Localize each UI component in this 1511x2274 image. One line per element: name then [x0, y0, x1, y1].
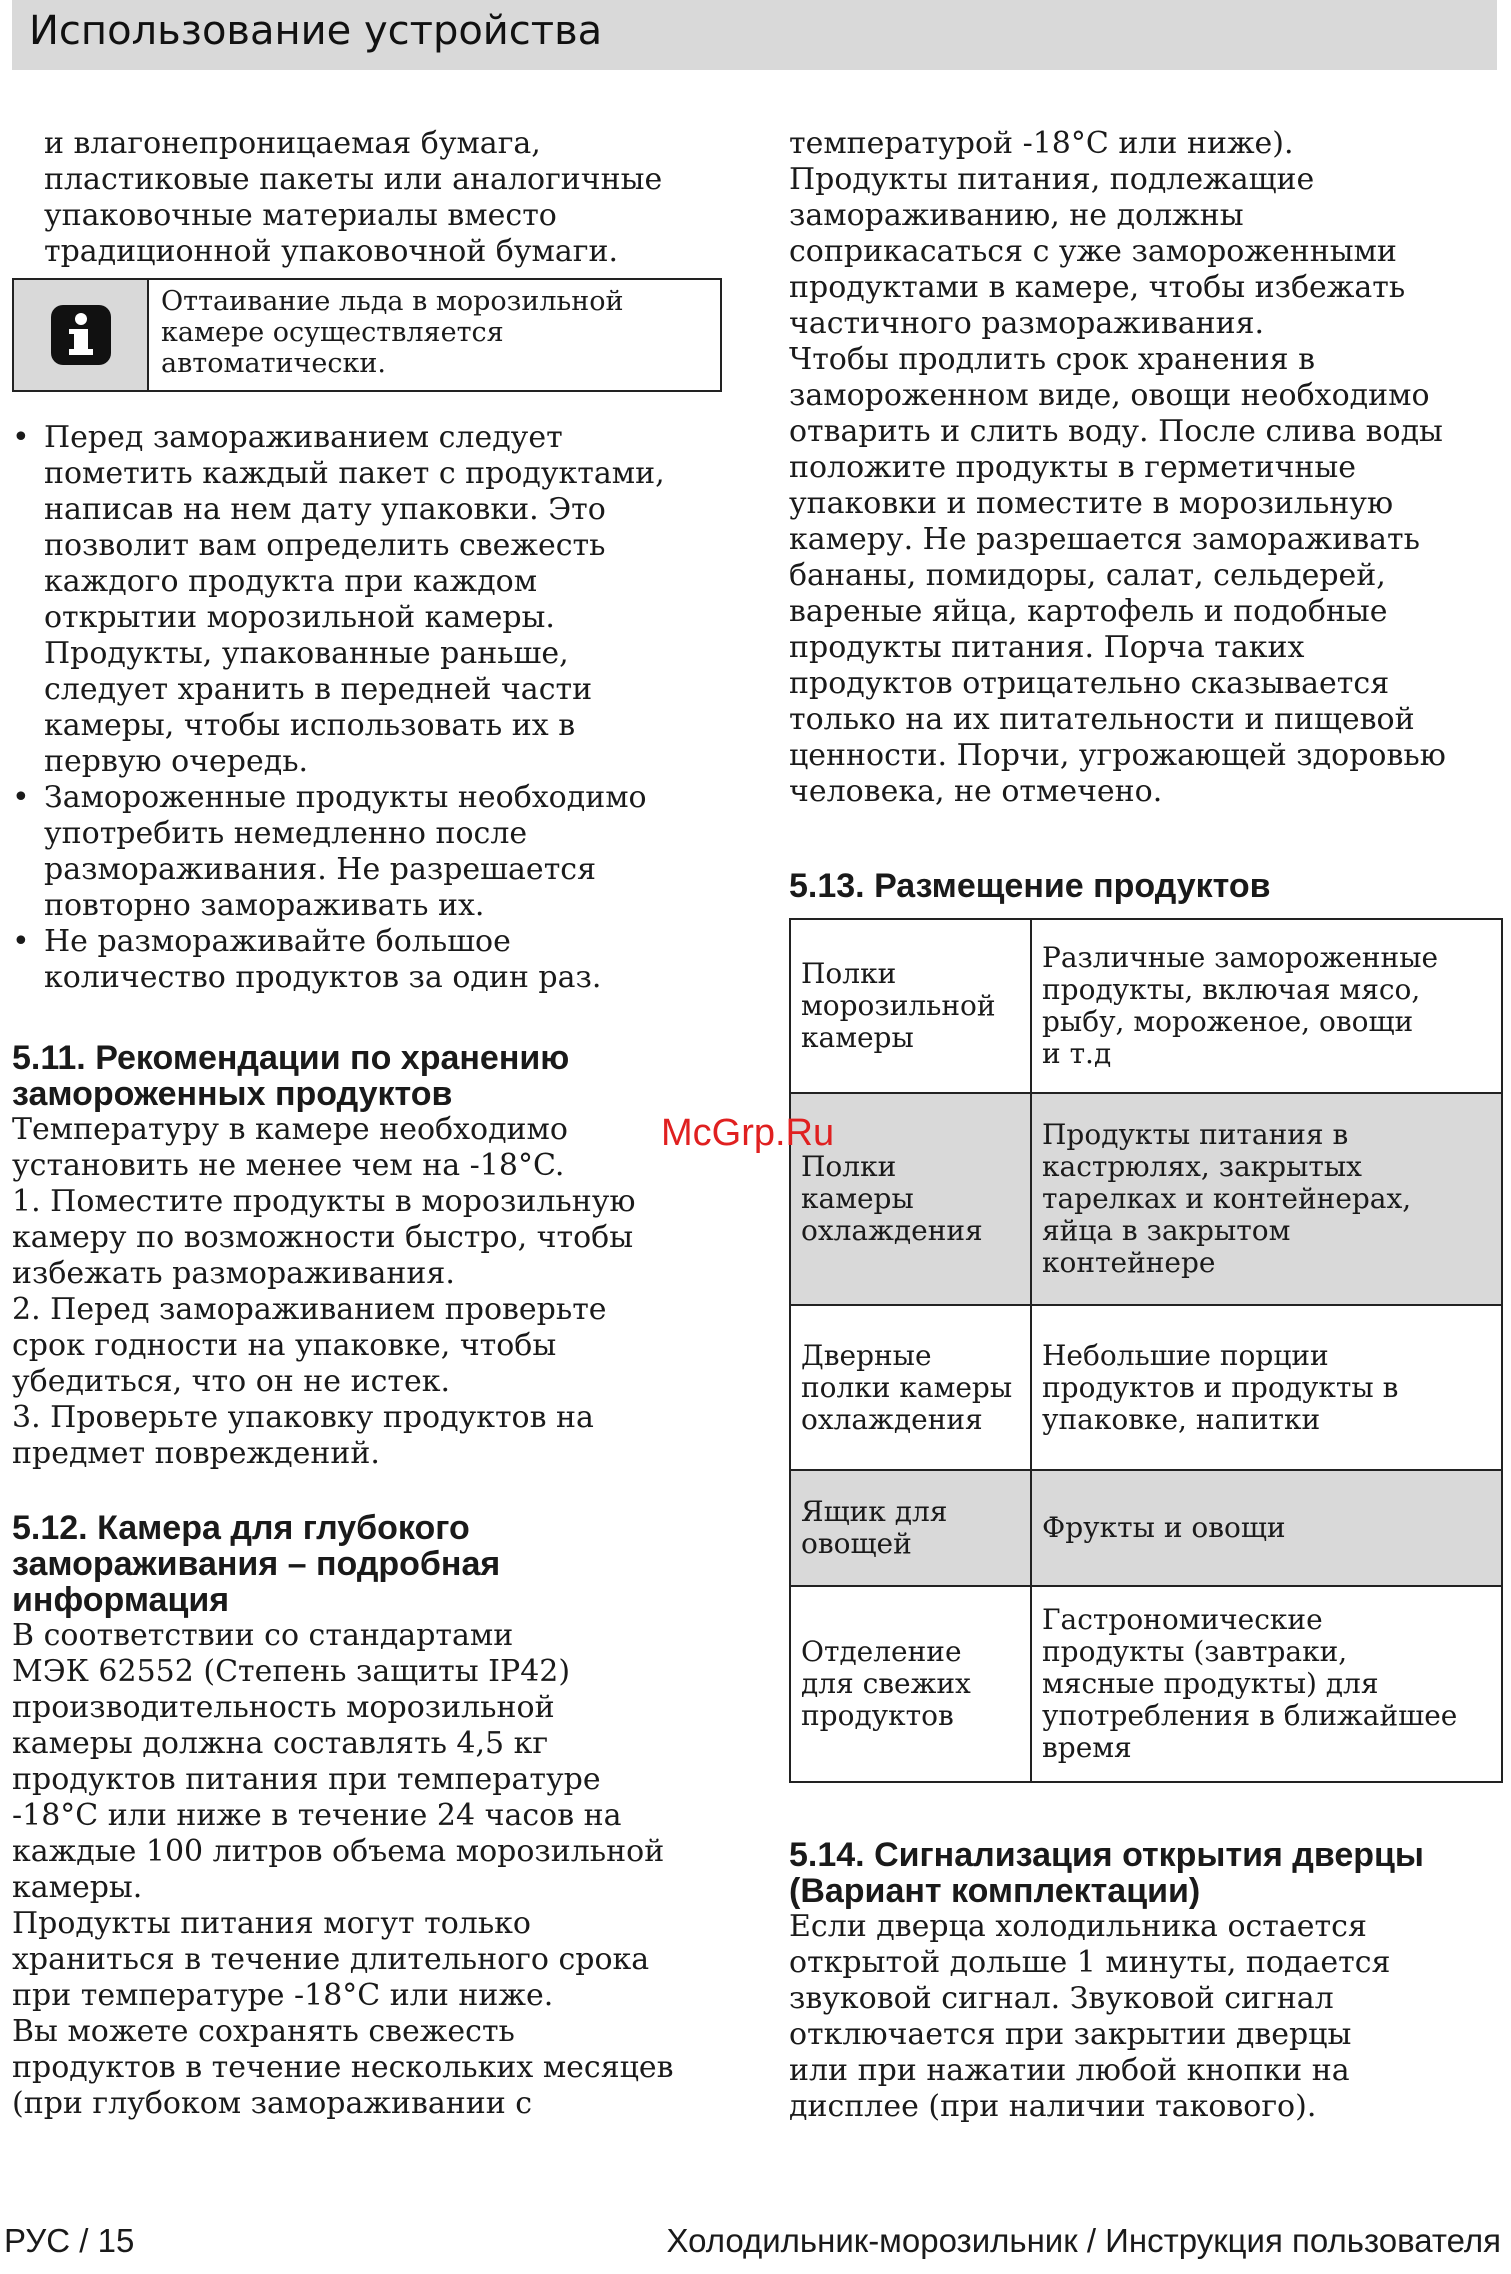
text-line: вареные яйца, картофель и подобные — [789, 594, 1388, 629]
text-line: 1. Поместите продукты в морозильную — [12, 1184, 636, 1219]
table-cell-place: Отделение для свежих продуктов — [790, 1586, 1031, 1782]
text-line: камеры, чтобы использовать их в — [44, 708, 576, 743]
footer-doc-title: Холодильник-морозильник / Инструкция пользователя — [666, 2222, 1501, 2259]
text-line: частичного размораживания. — [789, 306, 1265, 341]
text-line: первую очередь. — [44, 744, 309, 779]
text-line: камеру по возможности быстро, чтобы — [12, 1220, 634, 1255]
section-5-14-body — [789, 1909, 1503, 2125]
table-cell-items: Продукты питания в кастрюлях, закрытых тарелках и контейнерах, яйца в закрытом контейнере — [1031, 1093, 1502, 1305]
text-line: Продукты питания, подлежащие — [789, 162, 1315, 197]
continued-paragraph — [789, 126, 1503, 810]
text-line: Если дверца холодильника остается — [789, 1909, 1367, 1944]
heading-line: 5.11. Рекомендации по хранению — [12, 1039, 570, 1077]
table-cell-items: Гастрономические продукты (завтраки, мясные продукты) для употребления в ближайшее время — [1031, 1586, 1502, 1782]
text-line: камеры должна составлять 4,5 кг — [12, 1726, 549, 1761]
heading-line: (Вариант комплектации) — [789, 1872, 1201, 1910]
text-line: пластиковые пакеты или аналогичные — [44, 162, 663, 197]
text-line: -18°C или ниже в течение 24 часов на — [12, 1798, 622, 1833]
text-line: традиционной упаковочной бумаги. — [44, 234, 618, 269]
text-line: отключается при закрытии дверцы — [789, 2017, 1352, 2052]
text-line: открытой дольше 1 минуты, подается — [789, 1945, 1391, 1980]
section-5-11-title — [12, 1040, 730, 1112]
text-line: каждые 100 литров объема морозильной — [12, 1834, 665, 1869]
table-row — [790, 1093, 1502, 1305]
text-line: замороженном виде, овощи необходимо — [789, 378, 1430, 413]
text-line: упаковочные материалы вместо — [44, 198, 557, 233]
right-column — [789, 126, 1503, 2125]
text-line: или при нажатии любой кнопки на — [789, 2053, 1350, 2088]
heading-line: 5.14. Сигнализация открытия дверцы — [789, 1836, 1424, 1874]
left-column — [12, 126, 730, 2122]
text-line: употребить немедленно после — [44, 816, 528, 851]
table-cell-place: Полки камеры охлаждения — [790, 1093, 1031, 1305]
section-5-12-title — [12, 1510, 730, 1618]
text-line: МЭК 62552 (Степень защиты IP42) — [12, 1654, 571, 1689]
watermark-text: McGrp.Ru — [661, 1112, 835, 1154]
text-line: предмет повреждений. — [12, 1436, 380, 1471]
text-line: человека, не отмечено. — [789, 774, 1163, 809]
text-line: убедиться, что он не истек. — [12, 1364, 451, 1399]
text-line: установить не менее чем на -18°C. — [12, 1148, 565, 1183]
text-line: 3. Проверьте упаковку продуктов на — [12, 1400, 594, 1435]
info-note-text — [149, 280, 634, 390]
text-line: написав на нем дату упаковки. Это — [44, 492, 606, 527]
table-row — [790, 919, 1502, 1093]
table-cell-place: Дверные полки камеры охлаждения — [790, 1305, 1031, 1470]
bullet-list — [12, 420, 730, 996]
table-row — [790, 1305, 1502, 1470]
heading-line: информация — [12, 1581, 230, 1619]
table-row — [790, 1586, 1502, 1782]
text-line: повторно замораживать их. — [44, 888, 485, 923]
text-line: пометить каждый пакет с продуктами, — [44, 456, 665, 491]
text-line: камеру. Не разрешается замораживать — [789, 522, 1420, 557]
list-item — [12, 420, 730, 780]
text-line: бананы, помидоры, салат, сельдерей, — [789, 558, 1386, 593]
text-line: В соответствии со стандартами — [12, 1618, 514, 1653]
text-line: Продукты питания могут только — [12, 1906, 531, 1941]
table-cell-items: Различные замороженные продукты, включая мясо, рыбу, мороженое, овощи и т.д — [1031, 919, 1502, 1093]
text-line: Оттаивание льда в морозильной — [161, 286, 624, 317]
text-line: автоматически. — [161, 348, 386, 379]
text-line: каждого продукта при каждом — [44, 564, 538, 599]
text-line: (при глубоком замораживании с — [12, 2086, 533, 2121]
text-line: срок годности на упаковке, чтобы — [12, 1328, 557, 1363]
list-item — [12, 924, 730, 996]
text-line: Чтобы продлить срок хранения в — [789, 342, 1316, 377]
text-line: продуктов в течение нескольких месяцев — [12, 2050, 674, 2085]
text-line: открытии морозильной камеры. — [44, 600, 555, 635]
text-line: ценности. Порчи, угрожающей здоровью — [789, 738, 1446, 773]
text-line: количество продуктов за один раз. — [44, 960, 602, 995]
info-note-box — [12, 278, 722, 392]
text-line: отварить и слить воду. После слива воды — [789, 414, 1443, 449]
text-line: положите продукты в герметичные — [789, 450, 1357, 485]
text-line: Продукты, упакованные раньше, — [44, 636, 569, 671]
text-line: позволит вам определить свежесть — [44, 528, 606, 563]
table-cell-items: Небольшие порции продуктов и продукты в упаковке, напитки — [1031, 1305, 1502, 1470]
text-line: 2. Перед замораживанием проверьте — [12, 1292, 607, 1327]
text-line: • Перед замораживанием следует — [44, 420, 563, 455]
heading-line: 5.12. Камера для глубокого — [12, 1509, 470, 1547]
text-line: соприкасаться с уже замороженными — [789, 234, 1397, 269]
section-5-11-body — [12, 1112, 730, 1472]
text-line: только на их питательности и пищевой — [789, 702, 1415, 737]
table-cell-place: Полки морозильной камеры — [790, 919, 1031, 1093]
text-line: и влагонепроницаемая бумага, — [44, 126, 541, 161]
table-cell-items: Фрукты и овощи — [1031, 1470, 1502, 1586]
section-5-13-title: 5.13. Размещение продуктов — [789, 867, 1271, 905]
text-line: продуктов питания при температуре — [12, 1762, 601, 1797]
info-icon — [49, 303, 113, 367]
page-number: РУС / 15 — [4, 2222, 135, 2259]
text-line: производительность морозильной — [12, 1690, 555, 1725]
text-line: упаковки и поместите в морозильную — [789, 486, 1394, 521]
text-line: камере осуществляется — [161, 317, 504, 348]
text-line: • Не размораживайте большое — [44, 924, 511, 959]
text-line: замораживанию, не должны — [789, 198, 1244, 233]
heading-line: замороженных продуктов — [12, 1075, 453, 1113]
heading-line: замораживания – подробная — [12, 1545, 501, 1583]
text-line: камеры. — [12, 1870, 143, 1905]
table-row — [790, 1470, 1502, 1586]
text-line: избежать размораживания. — [12, 1256, 455, 1291]
text-line: размораживания. Не разрешается — [44, 852, 597, 887]
text-line: продуктов отрицательно сказывается — [789, 666, 1390, 701]
text-line: продукты питания. Порча таких — [789, 630, 1305, 665]
table-cell-place: Ящик для овощей — [790, 1470, 1031, 1586]
text-line: Температуру в камере необходимо — [12, 1112, 568, 1147]
list-item — [12, 780, 730, 924]
text-line: продуктами в камере, чтобы избежать — [789, 270, 1406, 305]
food-placement-table — [789, 918, 1503, 1783]
text-line: при температуре -18°C или ниже. — [12, 1978, 554, 2013]
info-icon-cell — [14, 280, 149, 390]
intro-paragraph — [12, 126, 730, 270]
text-line: дисплее (при наличии такового). — [789, 2089, 1317, 2124]
text-line: Вы можете сохранять свежесть — [12, 2014, 515, 2049]
header-bar — [12, 0, 1497, 70]
section-5-14-title — [789, 1837, 1503, 1909]
page-title: Использование устройства — [29, 8, 603, 54]
text-line: температурой -18°C или ниже). — [789, 126, 1294, 161]
text-line: храниться в течение длительного срока — [12, 1942, 650, 1977]
section-5-12-body — [12, 1618, 730, 2122]
text-line: звуковой сигнал. Звуковой сигнал — [789, 1981, 1334, 2016]
text-line: • Замороженные продукты необходимо — [44, 780, 647, 815]
text-line: следует хранить в передней части — [44, 672, 593, 707]
